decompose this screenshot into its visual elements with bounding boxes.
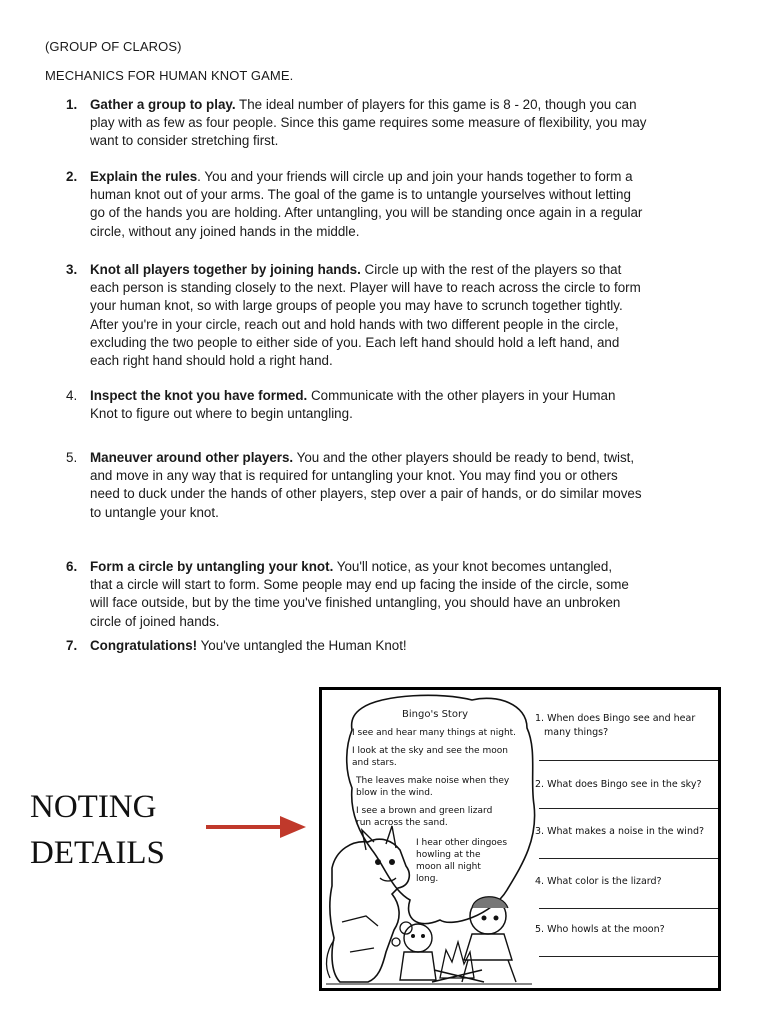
step-title: Congratulations! (90, 638, 198, 653)
step-title: Explain the rules (90, 169, 198, 184)
question-3: 3. What makes a noise in the wind? (535, 826, 705, 837)
step-line: need to duck under the hands of other players, step over a pair of hands, or do similar moves (90, 486, 642, 502)
answer-line (539, 808, 719, 809)
story-line: run across the sand. (356, 818, 448, 828)
question-5: 5. Who howls at the moon? (535, 924, 665, 935)
step-line: your human knot, so with large groups of people you may have to scrunch together tightly. (90, 298, 623, 314)
step-text: Communicate with the other players in your Human (307, 388, 616, 403)
step-text: . You and your friends will circle up and join your hands together to form a (197, 169, 633, 184)
step-number: 7. (66, 638, 78, 653)
story-line: I see a brown and green lizard (356, 806, 493, 816)
step-number: 2. (66, 169, 78, 184)
answer-line (539, 908, 719, 909)
step-line: circle of joined hands. (90, 613, 220, 629)
answer-line (539, 956, 719, 957)
step-item (66, 387, 726, 423)
step-title: Knot all players together by joining hands. (90, 262, 361, 277)
worksheet-image (319, 687, 721, 991)
step-line: Knot to figure out where to begin untangling. (90, 406, 353, 422)
step-text: The ideal number of players for this game is 8 - 20, though you can (235, 97, 637, 112)
question-4: 4. What color is the lizard? (535, 876, 662, 887)
step-line: human knot out of your arms. The goal of the game is to untangle yourselves without letting (90, 187, 631, 203)
story-line: howling at the (416, 850, 481, 860)
step-text: You've untangled the Human Knot! (197, 638, 407, 653)
step-line (90, 558, 726, 576)
story-line: blow in the wind. (356, 788, 433, 798)
step-text: You'll notice, as your knot becomes untangled, (333, 559, 613, 574)
step-item (66, 168, 726, 241)
step-item (66, 96, 726, 151)
noting-details-label (30, 784, 165, 876)
story-title: Bingo's Story (402, 709, 468, 720)
question-1-cont: many things? (544, 727, 609, 738)
step-line: each person is standing closely to the next. Player will have to reach across the circle to form (90, 280, 641, 296)
step-line: and move in any way that is required for untangling your knot. You may find you or others (90, 468, 618, 484)
step-number: 6. (66, 559, 78, 574)
step-title: Inspect the knot you have formed. (90, 388, 308, 403)
step-title: Maneuver around other players. (90, 450, 294, 465)
step-line (90, 387, 726, 405)
step-line: After you're in your circle, reach out and hold hands with two different people in the circle, (90, 316, 619, 332)
step-body (90, 168, 726, 241)
question-1: 1. When does Bingo see and hear (535, 713, 696, 724)
story-line: I hear other dingoes (416, 838, 508, 848)
step-item (66, 449, 726, 522)
step-line: that a circle will start to form. Some people may end up facing the inside of the circle, some (90, 577, 629, 593)
step-title: Gather a group to play. (90, 97, 236, 112)
story-line: and stars. (352, 758, 397, 768)
step-text: You and the other players should be ready to bend, twist, (293, 450, 635, 465)
step-line: go of the hands you are holding. After untangling, you will be standing once again in a regular (90, 205, 643, 221)
step-item (66, 637, 726, 655)
story-line: The leaves make noise when they (356, 776, 510, 786)
step-line: to untangle your knot. (90, 504, 219, 520)
step-number: 4. (66, 388, 78, 403)
step-line: excluding the two people to either side of you. Each left hand should hold a left hand, and (90, 334, 620, 350)
step-item (66, 558, 726, 631)
story-line: I look at the sky and see the moon (352, 746, 508, 756)
step-text: Circle up with the rest of the players so that (360, 262, 622, 277)
step-body (90, 261, 726, 370)
details-word: DETAILS (30, 835, 165, 871)
mechanics-heading: MECHANICS FOR HUMAN KNOT GAME. (45, 68, 294, 83)
step-line: want to consider stretching first. (90, 133, 279, 149)
answer-line (539, 858, 719, 859)
step-line (90, 261, 726, 279)
step-line (90, 168, 726, 186)
noting-word: NOTING (30, 789, 157, 825)
story-line: long. (416, 874, 439, 884)
step-title: Form a circle by untangling your knot. (90, 559, 334, 574)
story-line: I see and hear many things at night. (352, 728, 517, 738)
question-2: 2. What does Bingo see in the sky? (535, 779, 702, 790)
step-line: circle, without any joined hands in the middle. (90, 223, 360, 239)
step-line (90, 637, 726, 655)
step-number: 1. (66, 97, 78, 112)
step-item (66, 261, 726, 370)
story-line: moon all night (416, 862, 481, 872)
step-number: 5. (66, 450, 78, 465)
step-body (90, 637, 726, 655)
step-line: play with as few as four people. Since this game requires some measure of flexibility, you may (90, 115, 647, 131)
answer-line (539, 760, 719, 761)
arrow-right-icon (206, 813, 310, 841)
step-line (90, 96, 726, 114)
step-line (90, 449, 726, 467)
step-body (90, 96, 726, 151)
step-body (90, 449, 726, 522)
step-line: each right hand should hold a right hand. (90, 353, 333, 369)
step-number: 3. (66, 262, 78, 277)
step-body (90, 387, 726, 423)
group-heading: (GROUP OF CLAROS) (45, 39, 182, 54)
step-line: will face outside, but by the time you've finished untangling, you should have an unbroken (90, 595, 621, 611)
step-body (90, 558, 726, 631)
